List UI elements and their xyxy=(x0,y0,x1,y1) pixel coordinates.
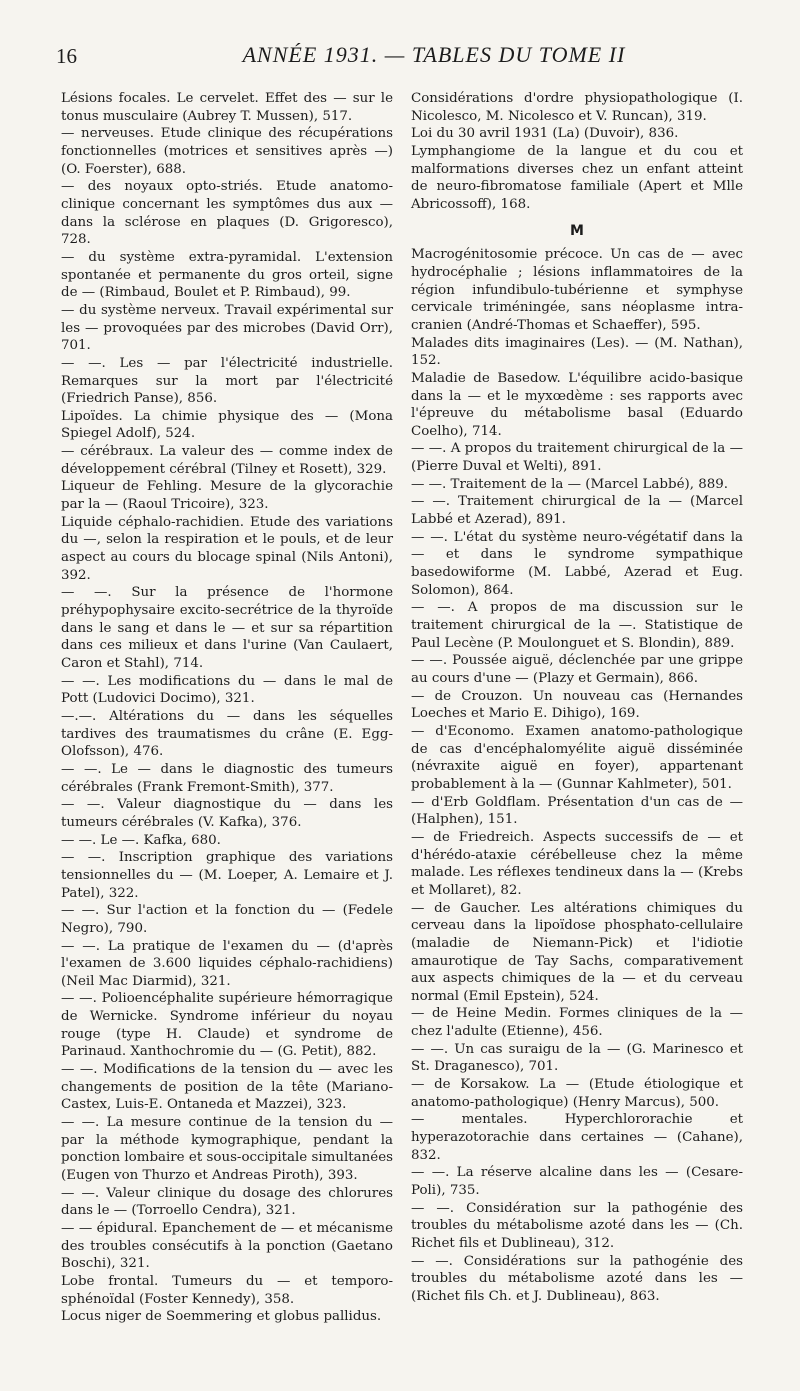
index-entry: — —. Considération sur la pathogénie des troubles du métabolisme azoté dans les — (Ch. Richet fils et Dublineau), 312. xyxy=(411,1200,743,1251)
index-entry: — cérébraux. La valeur des — comme index de développement cérébral (Tilney et Rosett), 329. xyxy=(61,444,393,477)
index-entry: — —. La mesure continue de la tension du — par la méthode kymographique, pendant la ponction lombaire et sous-occipitale simultanées (Eugen von Thurzo et Andreas Piroth), 393. xyxy=(61,1115,393,1184)
index-entry: — de Crouzon. Un nouveau cas (Hernandes Loeches et Mario E. Dihigo), 169. xyxy=(411,688,743,722)
index-entry: — —. Valeur diagnostique du — dans les tumeurs cérébrales (V. Kafka), 376. xyxy=(61,797,393,830)
index-entry: Loi du 30 avril 1931 (La) (Duvoir), 836. xyxy=(411,126,679,142)
letter-heading: M xyxy=(570,222,584,239)
index-entry: — —. A propos du traitement chirurgical de la — (Pierre Duval et Welti), 891. xyxy=(411,441,743,475)
index-entry: Macrogénitosomie précoce. Un cas de — avec hydrocéphalie ; lésions inflammatoires de la région infundibulo-tubérienne et symphyse cervicale triméningée, sans néoplasme intra-cranien (André-Thomas et Schaeffer), 595. xyxy=(411,247,743,333)
index-entry: — —. Les — par l'électricité industrielle. Remarques sur la mort par l'électricité (Friedrich Panse), 856. xyxy=(61,355,393,407)
page-header xyxy=(56,40,772,70)
index-entry: — des noyaux opto-striés. Etude anatomo-clinique concernant les symptômes dus aux — dans la sclérose en plaques (D. Grigoresco), 728. xyxy=(61,179,393,248)
index-entry: Liquide céphalo-rachidien. Etude des variations du —, selon la respiration et le pouls, et de leur aspect au cours du blocage spinal (Nils Antoni), 392. xyxy=(61,514,393,583)
index-entry: — —. Sur l'action et la fonction du — (Fedele Negro), 790. xyxy=(61,903,393,936)
index-entry: — —. Traitement de la — (Marcel Labbé), 889. xyxy=(411,476,729,492)
index-entry: Lymphangiome de la langue et du cou et malformations diverses chez un enfant atteint de neuro-fibromatose familiale (Apert et Mlle Abricossoff), 168. xyxy=(411,143,743,212)
index-entry: — de Heine Medin. Formes cliniques de la — chez l'adulte (Etienne), 456. xyxy=(411,1006,743,1040)
index-entry: — —. Le — dans le diagnostic des tumeurs cérébrales (Frank Fremont-Smith), 377. xyxy=(61,761,393,795)
index-entry: — —. La réserve alcaline dans les — (Cesare-Poli), 735. xyxy=(411,1165,743,1199)
index-entry: — —. Considérations sur la pathogénie des troubles du métabolisme azoté dans les — (Richet fils Ch. et J. Dublineau), 863. xyxy=(411,1253,743,1304)
page-number: 16 xyxy=(56,44,77,68)
index-entry: — —. Sur la présence de l'hormone préhypophysaire excito-secrétrice de la thyroïde dans le sang et dans le — et sur sa répartition dans ces milieux et dans l'urine (Van Caulaert, Caron et Stahl), 714. xyxy=(61,585,393,671)
index-entry: — du système nerveux. Travail expérimental sur les — provoquées par des microbes (David Orr), 701. xyxy=(61,302,393,354)
index-entry: — —. Les modifications du — dans le mal de Pott (Ludovici Docimo), 321. xyxy=(61,673,393,707)
index-entry: Lobe frontal. Tumeurs du — et temporo-sphénoïdal (Foster Kennedy), 358. xyxy=(61,1273,393,1307)
index-entry: Lipoïdes. La chimie physique des — (Mona Spiegel Adolf), 524. xyxy=(61,408,393,442)
index-entry: — d'Erb Goldflam. Présentation d'un cas de — (Halphen), 151. xyxy=(411,794,743,828)
index-entry: — —. Poussée aiguë, déclenchée par une grippe au cours d'une — (Plazy et Germain), 866. xyxy=(411,653,743,686)
index-entry: — de Korsakow. La — (Etude étiologique et anatomo-pathologique) (Henry Marcus), 500. xyxy=(411,1077,743,1110)
index-entry: —.—. Altérations du — dans les séquelles tardives des traumatismes du crâne (E. Egg-Olofsson), 476. xyxy=(61,708,393,760)
index-entry: — de Gaucher. Les altérations chimiques du cerveau dans la lipoïdose phosphato-cellulaire (maladie de Niemann-Pick) et l'idiotie amaurotique de Tay Sachs, comparativement aux aspects chimiques de la — et du cerveau normal (Emil Epstein), 524. xyxy=(411,900,743,1004)
index-entry: Lésions focales. Le cervelet. Effet des — sur le tonus musculaire (Aubrey T. Mussen), 517. xyxy=(61,91,393,124)
index-entry: — —. Traitement chirurgical de la — (Marcel Labbé et Azerad), 891. xyxy=(411,494,743,528)
index-entry: Considérations d'ordre physiopathologique (I. Nicolesco, M. Nicolesco et V. Runcan), 319. xyxy=(411,91,743,124)
left-column xyxy=(61,90,393,1326)
index-entry: Malades dits imaginaires (Les). — (M. Nathan), 152. xyxy=(411,335,743,369)
index-entry: — d'Economo. Examen anatomo-pathologique de cas d'encéphalomyélite aiguë disséminée (névraxite aiguë en foyer), appartenant probablement à la — (Gunnar Kahlmeter), 501. xyxy=(411,723,743,792)
index-entry: — —. Polioencéphalite supérieure hémorragique de Wernicke. Syndrome inférieur du noyau rouge (type H. Claude) et syndrome de Parinaud. Xanthochromie du — (G. Petit), 882. xyxy=(61,991,393,1060)
index-entry: — —. La pratique de l'examen du — (d'après l'examen de 3.600 liquides céphalo-rachidiens) (Neil Mac Diarmid), 321. xyxy=(61,938,393,989)
index-entry: — —. Inscription graphique des variations tensionnelles du — (M. Loeper, A. Lemaire et J. Patel), 322. xyxy=(61,850,393,901)
index-entry: — nerveuses. Etude clinique des récupérations fonctionnelles (motrices et sensitives après —) (O. Foerster), 688. xyxy=(61,126,393,177)
index-entry: — —. Modifications de la tension du — avec les changements de position de la tête (Mariano-Castex, Luis-E. Ontaneda et Mazzei), 323. xyxy=(61,1062,393,1113)
index-entry: — — épidural. Epanchement de — et mécanisme des troubles consécutifs à la ponction (Gaetano Boschi), 321. xyxy=(61,1221,393,1272)
index-entry: Maladie de Basedow. L'équilibre acido-basique dans la — et le myxœdème : ses rapports avec l'épreuve du métabolisme basal (Eduardo Coelho), 714. xyxy=(411,370,743,439)
index-entry: — —. Un cas suraigu de la — (G. Marinesco et St. Draganesco), 701. xyxy=(411,1041,743,1075)
index-entry: — —. A propos de ma discussion sur le traitement chirurgical de la —. Statistique de Paul Lecène (P. Moulonguet et S. Blondin), 889. xyxy=(411,600,743,651)
index-entry: Locus niger de Soemmering et globus pallidus. xyxy=(61,1309,382,1325)
right-column xyxy=(411,90,743,1306)
index-entry: — —. L'état du système neuro-végétatif dans la — et dans le syndrome sympathique basedowiforme (M. Labbé, Azerad et Eug. Solomon), 864. xyxy=(411,529,743,598)
index-entry: — mentales. Hyperchlororachie et hyperazotorachie dans certaines — (Cahane), 832. xyxy=(411,1112,743,1163)
running-title: ANNÉE 1931. — TABLES DU TOME II xyxy=(242,42,626,67)
index-entry: — de Friedreich. Aspects successifs de — et d'hérédo-ataxie cérébelleuse chez la même malade. Les réflexes tendineux dans la — (Krebs et Mollaret), 82. xyxy=(411,829,743,898)
index-entry: — du système extra-pyramidal. L'extension spontanée et permanente du gros orteil, signe de — (Rimbaud, Boulet et P. Rimbaud), 99. xyxy=(61,249,393,301)
index-entry: — —. Le —. Kafka, 680. xyxy=(61,832,221,848)
index-entry: — —. Valeur clinique du dosage des chlorures dans le — (Torroello Cendra), 321. xyxy=(61,1185,393,1219)
index-entry: Liqueur de Fehling. Mesure de la glycorachie par la — (Raoul Tricoire), 323. xyxy=(61,479,393,513)
